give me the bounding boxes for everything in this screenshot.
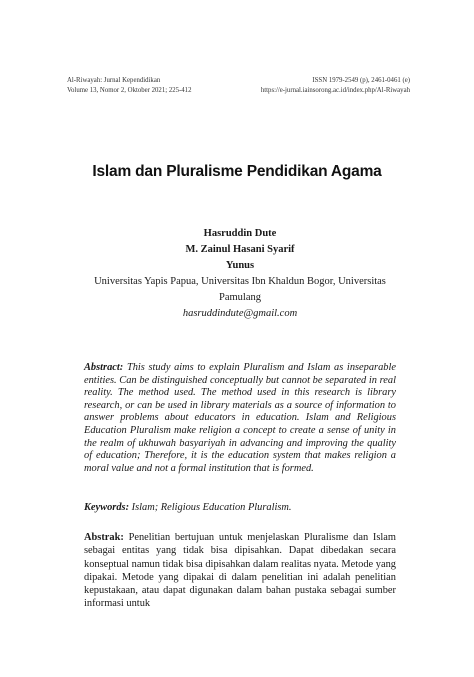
abstract-label: Abstract: — [84, 362, 124, 373]
author-block — [80, 226, 400, 322]
paper-title: Islam dan Pluralisme Pendidikan Agama — [92, 163, 382, 180]
abstract-indonesian — [84, 531, 396, 611]
abstrak-label: Abstrak: — [84, 532, 124, 543]
keywords-text: Islam; Religious Education Pluralism. — [131, 502, 292, 513]
keywords-label: Keywords: — [84, 502, 130, 513]
abstract-english — [84, 362, 396, 475]
journal-header-right — [261, 76, 410, 96]
affiliation: Universitas Yapis Papua, Universitas Ibn Khaldun Bogor, Universitas Pamulang — [94, 276, 386, 303]
author-name: Yunus — [225, 260, 255, 271]
journal-header-left — [67, 76, 191, 96]
author-name: M. Zainul Hasani Syarif — [185, 244, 295, 255]
keywords — [84, 502, 396, 515]
abstract-text: This study aims to explain Pluralism and Islam as inseparable entities. Can be distinguished conceptually but cannot be separated in real reality. The method used. The method used in this research is library research, or can be used in library materials as a source of information to answer problems about educators in education. Islam and Religious Education Pluralism make religion a concept to create a sense of unity in the realm of ukhuwah basyariyah in advancing and improving the quality of education; Therefore, it is the education system that makes religion a moral value and not a formal institution that is formed. — [84, 362, 396, 474]
journal-url: https://e-jurnal.iainsorong.ac.id/index.php/Al-Riwayah — [260, 87, 410, 94]
journal-name: Al-Riwayah: Jurnal Kependidikan — [67, 77, 161, 84]
author-name: Hasruddin Dute — [203, 228, 277, 239]
abstrak-text: Penelitian bertujuan untuk menjelaskan Pluralisme dan Islam sebagai entitas yang tidak bisa dipisahkan. Dapat dibedakan secara konseptual namun tidak bisa dipisahkan dalam realitas nyata. Metode yang dipakai. Metode yang dipakai di dalam penelitian ini adalah penelitian kepustakaan, atau dapat digunakan dalam bahan pustaka sebagai sumber informasi untuk — [84, 532, 396, 610]
journal-issn: ISSN 1979-2549 (p), 2461-0461 (e) — [312, 77, 410, 84]
journal-volume: Volume 13, Nomor 2, Oktober 2021; 225-412 — [67, 87, 192, 94]
author-email: hasruddindute@gmail.com — [182, 308, 298, 319]
